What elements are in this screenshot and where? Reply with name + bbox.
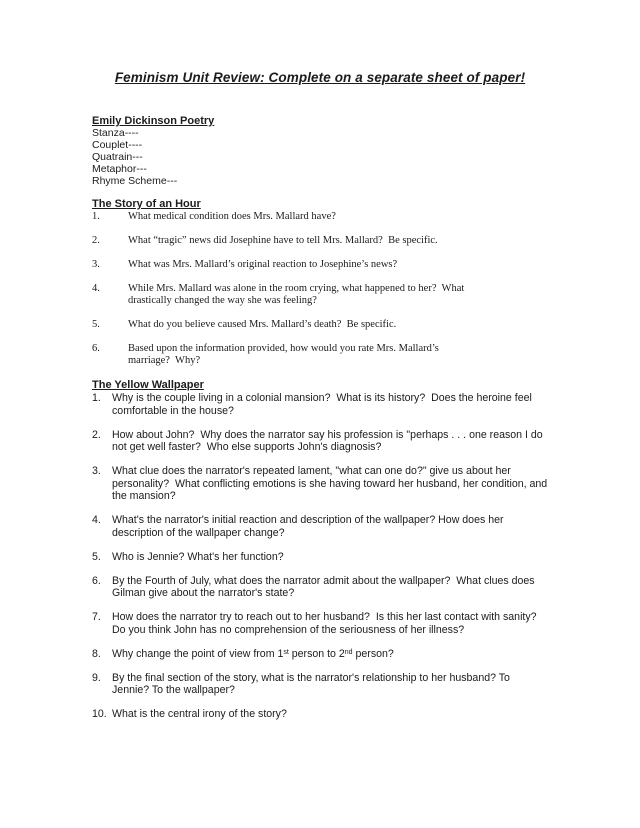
term-metaphor: Metaphor--- xyxy=(92,163,147,175)
question-text: While Mrs. Mallard was alone in the room crying, what happened to her? What drastically changed the way she was feeling? xyxy=(128,283,467,306)
question-row xyxy=(92,708,548,721)
question-text: By the final section of the story, what is the narrator's relationship to her husband? To Jennie? To the wallpaper? xyxy=(112,671,513,696)
question-number: 7. xyxy=(92,611,101,623)
question-row xyxy=(92,575,548,600)
question-text-part: person? xyxy=(352,647,394,660)
term-couplet: Couplet---- xyxy=(92,139,143,151)
question-text: Why is the couple living in a colonial mansion? What is its history? Does the heroine feel comfortable in the house? xyxy=(112,392,535,417)
question-text xyxy=(112,648,394,661)
question-number: 1. xyxy=(92,392,101,404)
term-quatrain: Quatrain--- xyxy=(92,151,143,163)
ordinal-superscript: st xyxy=(283,648,289,656)
question-text-part: Why change the point of view from 1 xyxy=(112,647,284,660)
question-row xyxy=(92,235,548,247)
ordinal-superscript: nd xyxy=(344,648,353,656)
question-number: 3. xyxy=(92,465,101,477)
question-number: 3. xyxy=(92,259,100,270)
question-row xyxy=(92,648,548,661)
question-row xyxy=(92,672,548,697)
question-text: Based upon the information provided, how would you rate Mrs. Mallard’s marriage? Why? xyxy=(128,343,442,366)
question-number: 9. xyxy=(92,671,101,684)
section-heading-story-of-an-hour: The Story of an Hour xyxy=(92,198,201,210)
dickinson-terms-list xyxy=(92,127,548,187)
question-number: 4. xyxy=(92,514,101,526)
question-row xyxy=(92,514,548,539)
story-of-an-hour-question-list xyxy=(92,211,548,367)
term-stanza: Stanza---- xyxy=(92,127,139,139)
question-row xyxy=(92,211,548,223)
question-number: 4. xyxy=(92,283,100,294)
question-text: What “tragic” news did Josephine have to tell Mrs. Mallard? Be specific. xyxy=(128,235,438,246)
question-text: What was Mrs. Mallard’s original reaction to Josephine’s news? xyxy=(128,259,398,270)
question-text: What do you believe caused Mrs. Mallard’s death? Be specific. xyxy=(128,319,397,330)
question-text: Who is Jennie? What's her function? xyxy=(112,550,284,563)
section-heading-yellow-wallpaper: The Yellow Wallpaper xyxy=(92,379,204,391)
yellow-wallpaper-question-list xyxy=(92,392,551,721)
question-text: What medical condition does Mrs. Mallard have? xyxy=(128,211,336,222)
question-row xyxy=(92,343,548,367)
question-text: By the Fourth of July, what does the narrator admit about the wallpaper? What clues does Gilman give about the narrator's state? xyxy=(112,574,538,599)
term-rhyme-scheme: Rhyme Scheme--- xyxy=(92,175,178,187)
question-row xyxy=(92,259,548,271)
question-row xyxy=(92,551,548,564)
question-text: What clue does the narrator's repeated lament, "what can one do?" give us about her personality? What conflicting emotions is she having toward her husband, her condition, and the mansion? xyxy=(112,465,551,502)
question-number: 5. xyxy=(92,550,101,563)
question-row xyxy=(92,319,548,331)
question-row xyxy=(92,465,551,503)
question-number: 2. xyxy=(92,428,101,441)
question-row xyxy=(92,392,548,417)
question-number: 10. xyxy=(92,708,107,720)
question-row xyxy=(92,283,548,307)
question-number: 8. xyxy=(92,647,101,660)
question-text: How does the narrator try to reach out to her husband? Is this her last contact with sanity? Do you think John has no comprehension of the seriousness of her illness? xyxy=(112,611,543,636)
question-number: 6. xyxy=(92,574,101,587)
question-text: What is the central irony of the story? xyxy=(112,708,287,720)
question-text: What's the narrator's initial reaction and description of the wallpaper? How does her description of the wallpaper change? xyxy=(112,514,507,539)
page-title: Feminism Unit Review: Complete on a separate sheet of paper! xyxy=(114,70,526,85)
question-row xyxy=(92,611,548,636)
question-text-part: person to 2 xyxy=(288,647,345,660)
section-heading-emily-dickinson-poetry: Emily Dickinson Poetry xyxy=(92,115,215,127)
question-text: How about John? Why does the narrator say his profession is "perhaps . . . one reason I do not get well faster? Who else supports John's diagnosis? xyxy=(112,428,546,453)
question-number: 6. xyxy=(92,343,100,354)
question-number: 5. xyxy=(92,319,100,330)
question-row xyxy=(92,429,548,454)
question-number: 2. xyxy=(92,235,100,246)
question-number: 1. xyxy=(92,211,100,222)
